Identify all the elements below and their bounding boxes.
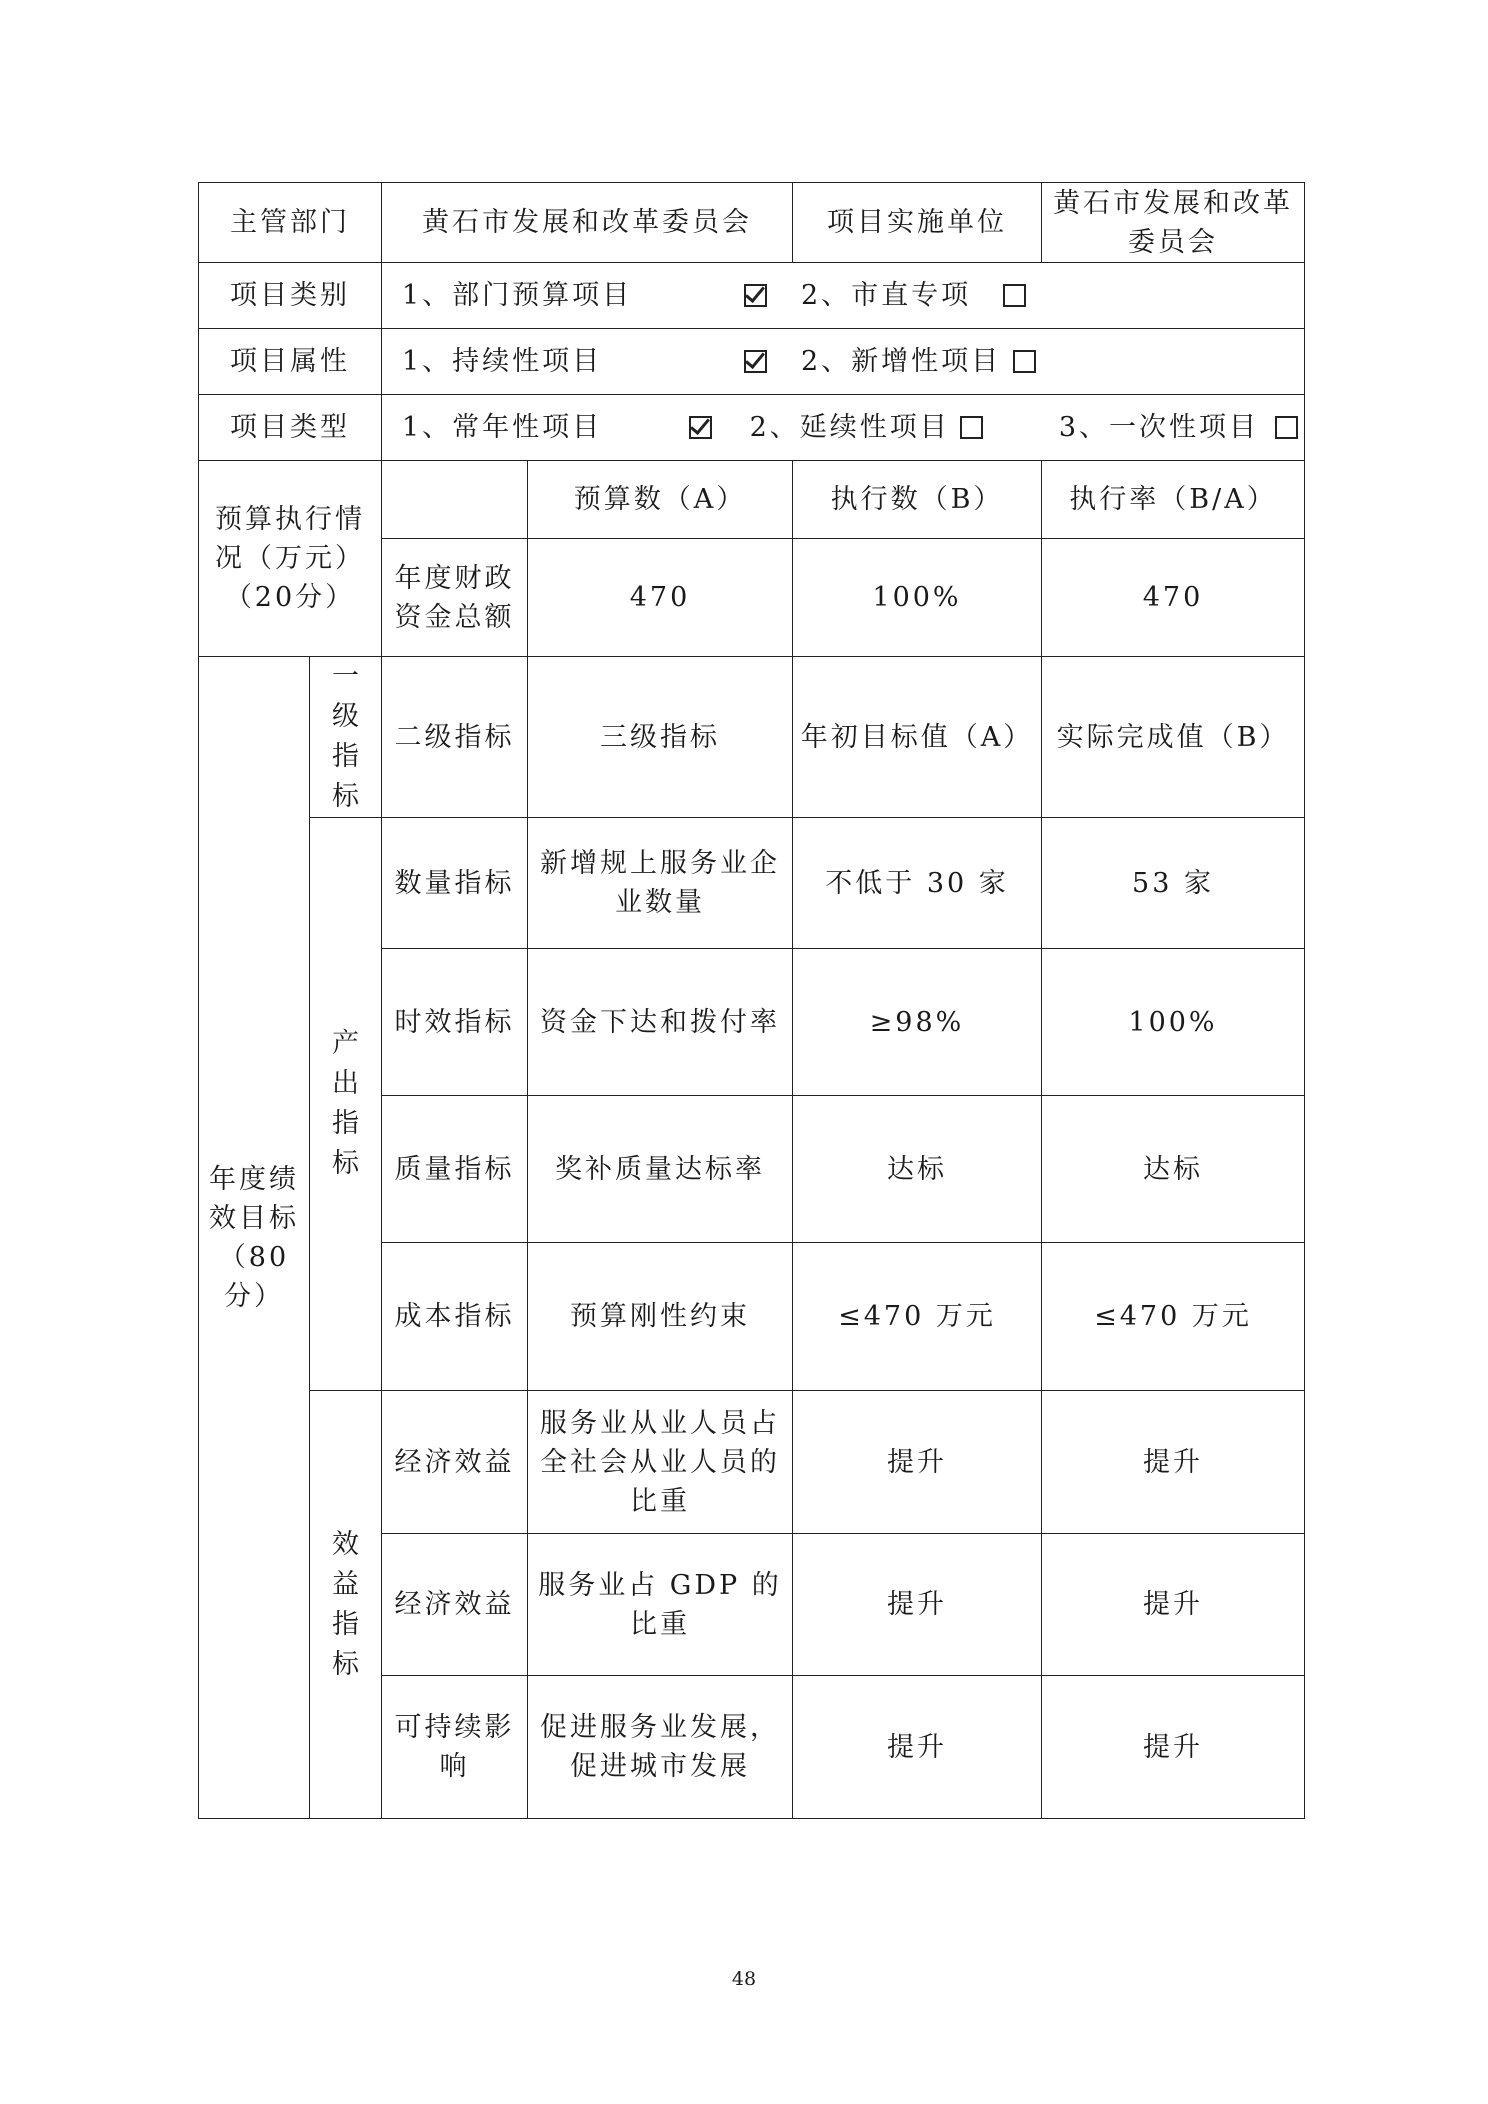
level2-cell: 成本指标 (382, 1243, 528, 1391)
type-row (199, 395, 1305, 461)
impl-value: 黄石市发展和改革委员会 (1042, 183, 1305, 263)
indicator-header-row (199, 657, 1305, 818)
actual-cell: 提升 (1042, 1534, 1305, 1676)
attribute-label: 项目属性 (199, 329, 382, 395)
dept-label: 主管部门 (199, 183, 382, 263)
checkbox-checked[interactable] (689, 416, 712, 439)
category-row (199, 263, 1305, 329)
level1-header: 一级指标 (332, 661, 359, 812)
category-option: 1、部门预算项目 (402, 276, 767, 315)
attribute-row (199, 329, 1305, 395)
header-row (199, 183, 1305, 263)
budget-label: 预算执行情况（万元）（20分） (199, 461, 382, 657)
budget-value-rate: 470 (1042, 539, 1305, 657)
checkbox-unchecked[interactable] (1275, 416, 1298, 439)
category-option: 2、市直专项 (801, 276, 1026, 315)
checkbox-unchecked[interactable] (960, 416, 983, 439)
level3-header: 三级指标 (528, 657, 793, 818)
attribute-option: 1、持续性项目 (402, 342, 767, 381)
target-header: 年初目标值（A） (793, 657, 1042, 818)
level3-cell: 促进服务业发展，促进城市发展 (528, 1676, 793, 1819)
target-cell: 提升 (793, 1391, 1042, 1534)
type-option: 3、一次性项目 (1059, 408, 1298, 447)
budget-col-rate: 执行率（B/A） (1042, 461, 1305, 539)
level1-output: 产出指标 (332, 1028, 359, 1179)
level2-cell: 可持续影响 (382, 1676, 528, 1819)
level2-cell: 质量指标 (382, 1096, 528, 1243)
level3-cell: 预算刚性约束 (528, 1243, 793, 1391)
category-label: 项目类别 (199, 263, 382, 329)
impl-label: 项目实施单位 (793, 183, 1042, 263)
actual-cell: 提升 (1042, 1676, 1305, 1819)
budget-value-a: 470 (528, 539, 793, 657)
table-row (199, 818, 1305, 949)
performance-label: 年度绩效目标（80分） (199, 657, 310, 1819)
level1-benefit: 效益指标 (332, 1528, 359, 1680)
dept-value: 黄石市发展和改革委员会 (382, 183, 793, 263)
actual-cell: 53 家 (1042, 818, 1305, 949)
actual-cell: ≤470 万元 (1042, 1243, 1305, 1391)
level2-cell: 经济效益 (382, 1391, 528, 1534)
level3-cell: 新增规上服务业企业数量 (528, 818, 793, 949)
budget-row-label: 年度财政资金总额 (382, 539, 528, 657)
target-cell: 提升 (793, 1676, 1042, 1819)
level2-cell: 数量指标 (382, 818, 528, 949)
type-option: 1、常年性项目 (402, 408, 712, 447)
level3-cell: 服务业占 GDP 的比重 (528, 1534, 793, 1676)
budget-col-b: 执行数（B） (793, 461, 1042, 539)
actual-cell: 提升 (1042, 1391, 1305, 1534)
checkbox-unchecked[interactable] (1003, 284, 1026, 307)
checkbox-checked[interactable] (744, 284, 767, 307)
level2-header: 二级指标 (382, 657, 528, 818)
budget-col-a: 预算数（A） (528, 461, 793, 539)
target-cell: 提升 (793, 1534, 1042, 1676)
page-number: 48 (731, 1968, 757, 1990)
level3-cell: 奖补质量达标率 (528, 1096, 793, 1243)
level3-cell: 服务业从业人员占全社会从业人员的比重 (528, 1391, 793, 1534)
checkbox-checked[interactable] (744, 350, 767, 373)
table-row (199, 1391, 1305, 1534)
target-cell: 不低于 30 家 (793, 818, 1042, 949)
level2-cell: 时效指标 (382, 949, 528, 1096)
target-cell: ≥98% (793, 949, 1042, 1096)
actual-cell: 达标 (1042, 1096, 1305, 1243)
level2-cell: 经济效益 (382, 1534, 528, 1676)
type-label: 项目类型 (199, 395, 382, 461)
actual-header: 实际完成值（B） (1042, 657, 1305, 818)
budget-value-b: 100% (793, 539, 1042, 657)
actual-cell: 100% (1042, 949, 1305, 1096)
target-cell: 达标 (793, 1096, 1042, 1243)
level3-cell: 资金下达和拨付率 (528, 949, 793, 1096)
budget-header-row (199, 461, 1305, 539)
attribute-option: 2、新增性项目 (801, 342, 1036, 381)
checkbox-unchecked[interactable] (1013, 350, 1036, 373)
type-option: 2、延续性项目 (750, 408, 983, 447)
performance-evaluation-table (198, 182, 1305, 1819)
target-cell: ≤470 万元 (793, 1243, 1042, 1391)
